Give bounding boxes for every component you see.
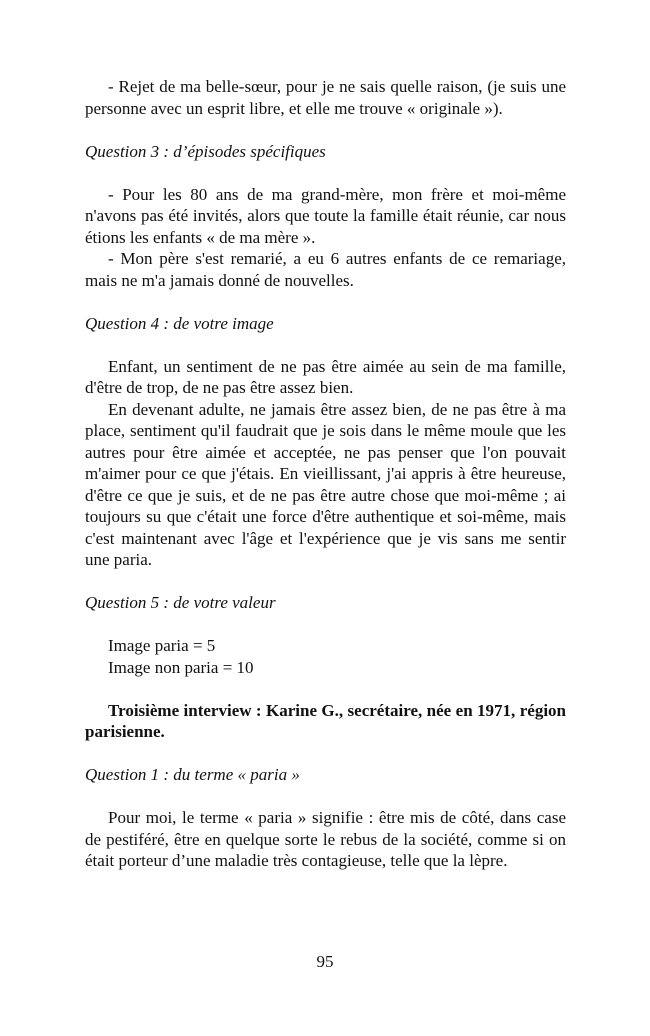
interview-heading: Troisième interview : Karine G., secrétaire, née en 1971, région parisienne.: [85, 700, 566, 741]
paragraph-grandmother: - Pour les 80 ans de ma grand-mère, mon frère et moi-même n'avons pas été invités, alors que toute la famille était réunie, car nous étions les enfants « de ma mère ».: [85, 184, 566, 247]
spacer: [85, 291, 566, 313]
question-5-heading: Question 5 : de votre valeur: [85, 593, 276, 612]
paragraph-father: - Mon père s'est remarié, a eu 6 autres enfants de ce remariage, mais ne m'a jamais donné de nouvelles.: [85, 249, 566, 290]
score-paria: Image paria = 5: [108, 636, 216, 655]
paragraph-rejection: - Rejet de ma belle-sœur, pour je ne sais quelle raison, (je suis une personne avec un esprit libre, et elle me trouve « originale »).: [85, 77, 566, 118]
paragraph-paria-definition: Pour moi, le terme « paria » signifie : être mis de côté, dans case de pestiféré, être en quelque sorte le rebus de la société, comme si on était porteur d’une maladie très contagieuse, telle que la lèpre.: [85, 808, 566, 870]
spacer: [85, 571, 566, 593]
spacer: [85, 678, 566, 700]
question-1-heading: Question 1 : du terme « paria »: [85, 765, 300, 784]
paragraph-childhood: Enfant, un sentiment de ne pas être aimée au sein de ma famille, d'être de trop, de ne pas être assez bien.: [85, 356, 566, 397]
spacer: [85, 614, 566, 636]
score-non-paria: Image non paria = 10: [108, 657, 254, 677]
spacer: [85, 786, 566, 808]
question-4-heading: Question 4 : de votre image: [85, 313, 274, 333]
question-3-heading: Question 3 : d’épisodes spécifiques: [85, 141, 326, 161]
page-number: 95: [316, 952, 334, 971]
spacer: [85, 119, 566, 141]
paragraph-adulthood: En devenant adulte, ne jamais être assez bien, de ne pas être à ma place, sentiment qu'il faudrait que je sois dans le même moule que les autres pour être aimée et acceptée, ne pas penser que l'on pouvait m'aimer pour ce que j'étais. En vieillissant, j'ai appris à être heureuse, d'être ce que je suis, et de ne pas être autre chose que moi-même ; ai toujours su que c'était une force d'être authentique et soi-même, mais c'est maintenant avec l'âge et l'expérience que je vis sans me sentir une paria.: [85, 399, 566, 569]
spacer: [85, 162, 566, 184]
spacer: [85, 743, 566, 765]
spacer: [85, 334, 566, 356]
page-body: [85, 76, 566, 872]
